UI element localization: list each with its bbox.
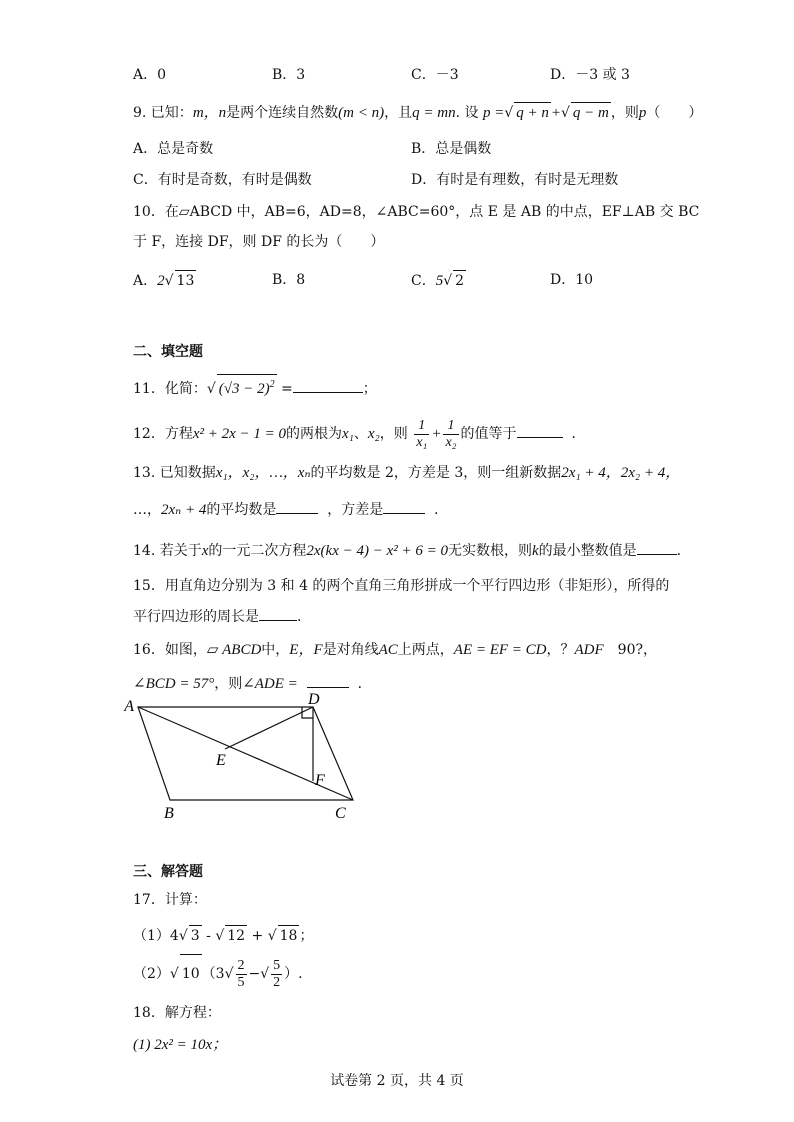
q13-new-data: 2x₁ + 4，2x₂ + 4， — [561, 465, 681, 481]
q12-mid: 的两根为 — [286, 426, 343, 442]
q17-part-1: （1）4√ 3 - √ 12 + √ 18 ； — [133, 925, 313, 946]
q12-label: 12．方程 — [133, 426, 193, 442]
q11-end: ； — [362, 381, 377, 397]
q11-answer-blank[interactable] — [293, 378, 363, 393]
q10-a-radicand: 13 — [175, 270, 197, 291]
q10-option-c: C．5√ 2 — [411, 270, 466, 291]
q8-option-d: D．－3 或 3 — [550, 67, 630, 83]
q16-angle-ade: ∠ADE = — [242, 676, 298, 692]
q16-figure — [124, 691, 364, 824]
q9-text-d: . 设 — [455, 105, 479, 121]
q10-c-radicand: 2 — [453, 270, 466, 291]
q9-text-b: 是两个连续自然数 — [226, 105, 339, 121]
q11-eq: = — [276, 381, 293, 397]
q12-x1: x₁ — [342, 426, 354, 442]
q10-option-a: A．2√ 13 — [133, 270, 196, 291]
q10-line-2: 于 F，连接 DF，则 DF 的长为（ ） — [133, 234, 385, 250]
q10-a-label: A． — [133, 273, 158, 289]
q17-frac-2: $\frac{5}{2}$ — [273, 957, 281, 990]
q10-c-label: C． — [411, 273, 436, 289]
q12-x2: x₂ — [367, 426, 380, 442]
q18-label: 18．解方程： — [133, 1005, 221, 1021]
q13-line-1: 13. 已知数据x₁，x₂，…，xₙ的平均数是 2，方差是 3，则一组新数据2x₁ + 4，2x₂ + 4， — [133, 465, 681, 481]
q9-text-c: ，且 — [384, 105, 413, 121]
q10-option-d: D．10 — [550, 272, 594, 288]
q18-part-1: (1) 2x² = 10x； — [133, 1037, 228, 1053]
q9-q-eq: q = mn — [412, 105, 456, 121]
q11-radicand: $(√3 - 2)^2$ — [217, 374, 277, 399]
label-a: A — [124, 698, 134, 715]
label-c: C — [335, 805, 346, 822]
q16-angle-bcd: ∠BCD = 57° — [133, 676, 215, 692]
q17-part-2: （2）√ 10 （3√ $\frac{2}{5}$ −√ $\frac{5}{2}$ ）. — [133, 954, 303, 993]
q16-condition: AE = EF = CD — [453, 642, 547, 658]
q13-line-2: …，2xₙ + 4的平均数是 ，方差是 ． — [133, 499, 448, 520]
q9-radicand-2: q − m — [571, 102, 611, 123]
label-f: F — [315, 772, 325, 789]
q15-answer-blank[interactable] — [259, 606, 297, 621]
page-footer: 试卷第 2 页，共 4 页 — [330, 1073, 464, 1089]
label-e: E — [216, 752, 226, 769]
q13-mean-blank[interactable] — [276, 499, 318, 514]
q12-equation: x² + 2x − 1 = 0 — [192, 426, 287, 442]
q12-frac-2: $\frac{1}{\text{x₂}}$ — [445, 417, 457, 450]
q17-frac-1: $\frac{2}{5}$ — [237, 957, 245, 990]
q14: 14. 若关于x的一元二次方程2x(kx − 4) − x² + 6 = 0无实数根，则k的最小整数值是 . — [133, 540, 681, 561]
q16-answer-blank[interactable] — [307, 673, 349, 688]
q9-stem: 9. 已知：m，n是两个连续自然数(m < n)，且q = mn. 设 p =√ q + n +√ q − m ，则p（ ） — [133, 102, 702, 123]
q12: 12．方程x² + 2x − 1 = 0的两根为x₁、x₂，则 $\frac{1}{\text{x₁}}$ + $\frac{1}{\text{x₂}}$ 的值等于 ． — [133, 417, 586, 450]
q16-line-2: ∠BCD = 57°，则∠ADE = ． — [133, 673, 372, 694]
q9-option-d: D．有时是有理数，有时是无理数 — [411, 172, 619, 188]
q9-radicand-1: q + n — [514, 102, 551, 123]
q15-line-2: 平行四边形的周长是 . — [133, 606, 301, 627]
q12-answer-blank[interactable] — [517, 423, 563, 438]
q9-option-a: A．总是奇数 — [133, 141, 214, 157]
q9-text-e: ，则 — [610, 105, 639, 121]
right-angle-mark — [302, 707, 313, 718]
q13-vars: x₁，x₂，…，xₙ — [215, 465, 311, 481]
label-b: B — [164, 805, 174, 822]
q8-option-c: C．－3 — [411, 67, 459, 83]
q8-option-a: A．0 — [133, 67, 167, 83]
q9-plus: + — [550, 105, 561, 121]
q10-c-coef: 5 — [435, 273, 444, 289]
q14-answer-blank[interactable] — [637, 540, 677, 555]
q10-line-1: 10．在▱ABCD 中，AB=6，AD=8，∠ABC=60°，点 E 是 AB 的中点，EF⊥AB 交 BC — [133, 204, 700, 220]
q12-frac-1: $\frac{1}{\text{x₁}}$ — [416, 417, 428, 450]
q10-option-b: B．8 — [272, 272, 306, 288]
q12-tail: 的值等于 — [460, 426, 517, 442]
q11-label: 11．化简： — [133, 381, 207, 397]
q9-option-b: B．总是偶数 — [411, 141, 492, 157]
q16-parallelogram: ▱ ABCD — [206, 642, 262, 658]
q15-line-1: 15．用直角边分别为 3 和 4 的两个直角三角形拼成一个平行四边形（非矩形），所得的 — [133, 578, 670, 594]
q9-p: p — [638, 105, 647, 121]
section-solution-heading: 三、解答题 — [133, 864, 203, 880]
q8-option-b: B．3 — [272, 67, 306, 83]
label-d: D — [308, 691, 320, 708]
q9-cond: (m < n) — [338, 105, 385, 121]
q9-option-c: C．有时是奇数，有时是偶数 — [133, 172, 312, 188]
q11: 11．化简：√ $(√3 - 2)^2$ = ； — [133, 374, 377, 399]
q9-paren: （ ） — [646, 105, 703, 121]
q10-a-coef: 2 — [157, 273, 165, 289]
segment-de — [225, 707, 313, 749]
q9-p-eq: p = — [482, 105, 505, 121]
q14-equation: 2x(kx − 4) − x² + 6 = 0 — [306, 543, 448, 559]
q16-line-1: 16．如图，▱ ABCD中，E，F是对角线AC上两点，AE = EF = CD，？ADF 90?， — [133, 642, 658, 658]
section-fill-in-blank-heading: 二、填空题 — [133, 344, 203, 360]
q9-text-a: 9. 已知： — [133, 105, 193, 121]
q9-mn: m，n — [192, 105, 227, 121]
q17-label: 17．计算： — [133, 892, 207, 908]
q13-variance-blank[interactable] — [383, 499, 425, 514]
